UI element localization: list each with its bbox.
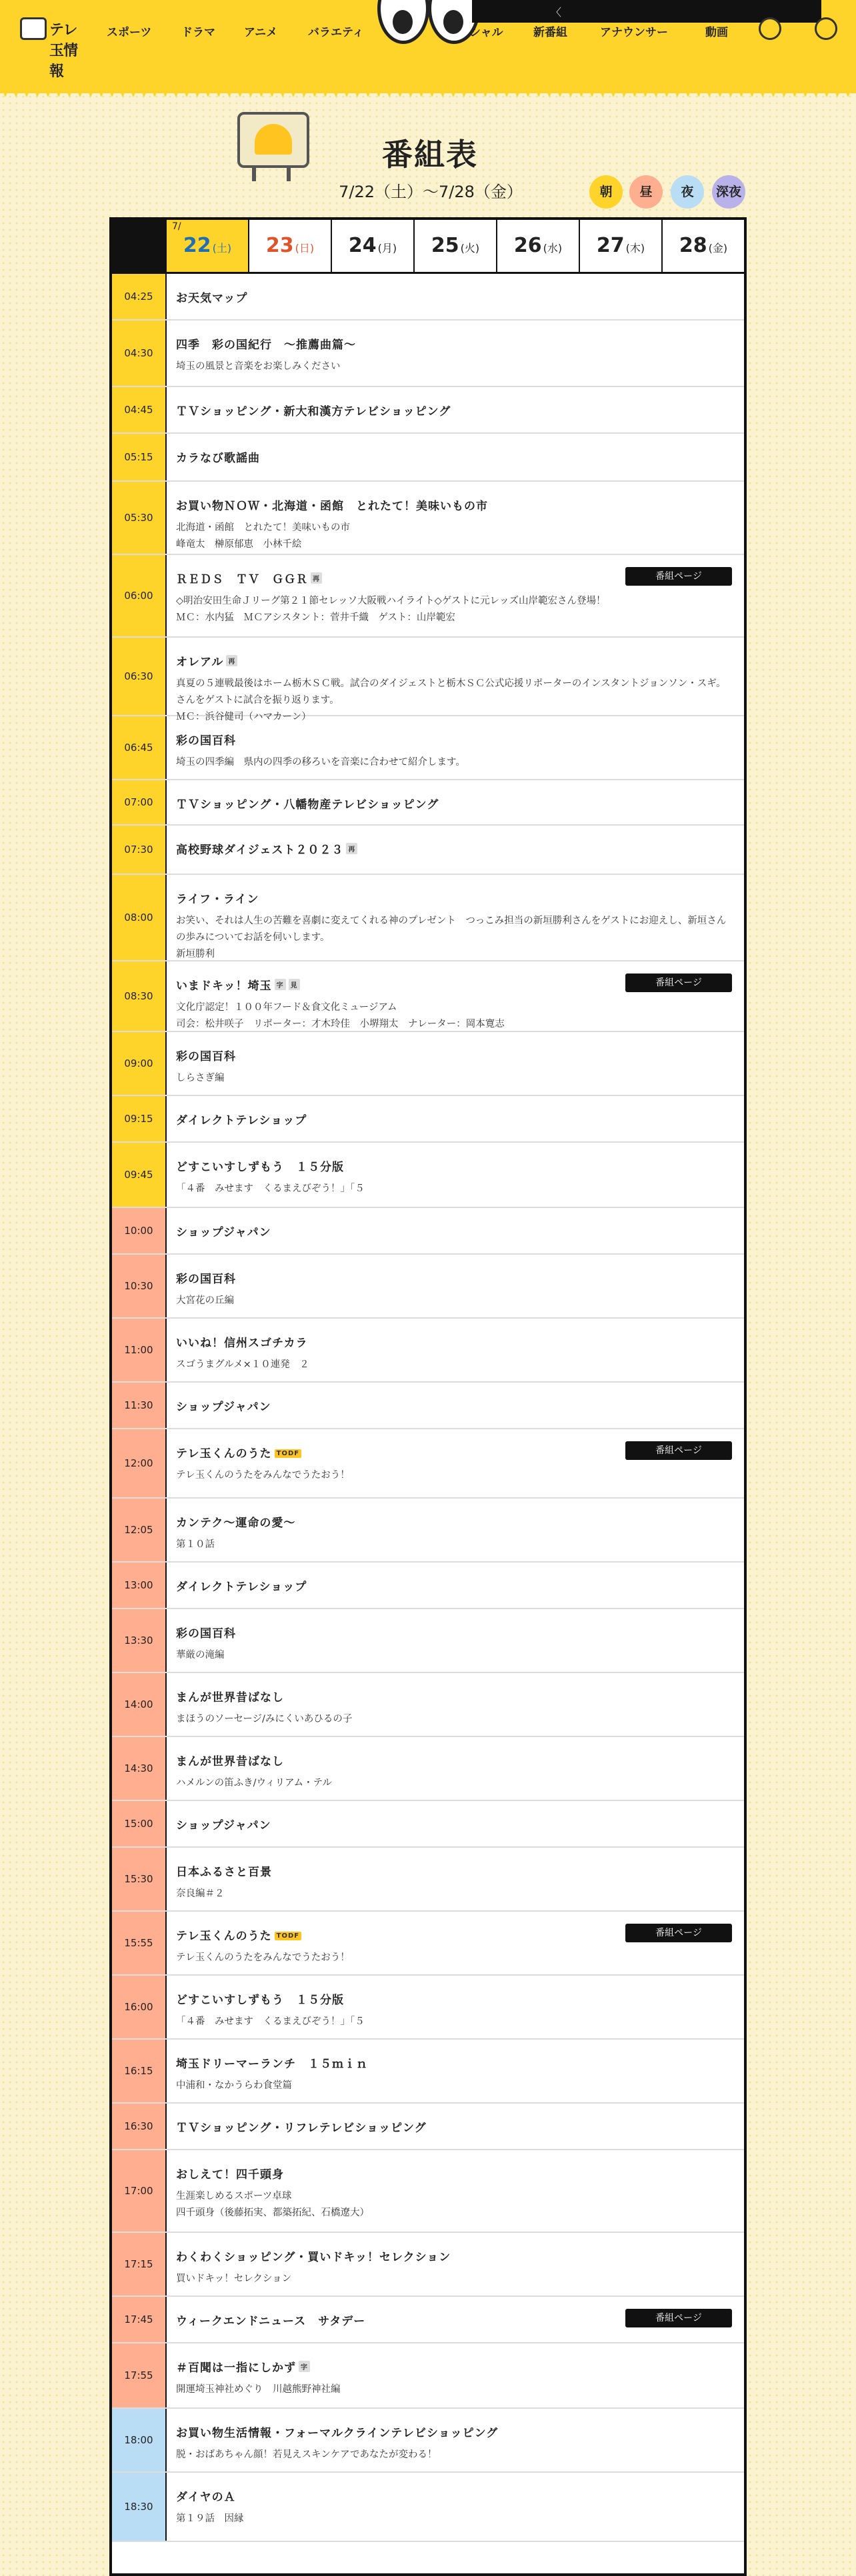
program-content — [176, 1269, 732, 1309]
program-description: 文化庁認定！１００年フード＆食文化ミュージアム 司会：松井咲子 リポーター：才木玲佳 小堺翔太 ナレーター：岡本寛志 — [176, 1002, 505, 1029]
header-zigzag — [0, 85, 856, 100]
nav-sports[interactable]: スポーツ — [107, 26, 152, 39]
program-title[interactable]: テレ玉くんのうた — [176, 1930, 272, 1943]
program-content — [176, 1047, 732, 1087]
program-description: 開運埼玉神社めぐり 川越熊野神社編 — [176, 2384, 341, 2395]
present-icon[interactable] — [815, 17, 837, 40]
program-time: 17:45 — [112, 2297, 167, 2342]
program-content — [176, 795, 732, 812]
day-weekday: (水) — [543, 242, 563, 255]
program-description: 第１９話 因縁 — [176, 2513, 244, 2524]
program-row[interactable] — [112, 321, 744, 387]
program-time: 06:30 — [112, 638, 167, 715]
program-content — [176, 2054, 732, 2094]
program-content — [176, 1157, 732, 1197]
program-row[interactable] — [112, 555, 744, 638]
logo-text: テレ玉情報 — [49, 22, 78, 80]
program-content — [176, 840, 732, 857]
day-tab-22[interactable] — [165, 220, 248, 272]
program-badge: 再 — [311, 572, 322, 584]
day-number: 28 — [679, 234, 707, 257]
program-time: 14:00 — [112, 1673, 167, 1736]
program-time: 06:00 — [112, 555, 167, 636]
program-content — [176, 1513, 732, 1553]
day-tab-23[interactable] — [248, 220, 331, 272]
nav-drama[interactable]: ドラマ — [181, 26, 215, 39]
program-row[interactable] — [112, 2409, 744, 2473]
program-content — [176, 2165, 732, 2222]
program-row[interactable] — [112, 716, 744, 780]
day-tab-24[interactable] — [331, 220, 413, 272]
tod-late-night-button[interactable]: 深夜 — [712, 175, 745, 209]
program-content — [176, 1752, 732, 1792]
program-title[interactable]: どすこいすしずもう １５分版 — [176, 1994, 344, 2007]
program-time: 07:00 — [112, 780, 167, 824]
program-description: スゴうまグルメ×１０連発 ２ — [176, 1359, 309, 1370]
program-description: 華厳の滝編 — [176, 1650, 225, 1660]
program-row[interactable] — [112, 1319, 744, 1383]
program-row[interactable] — [112, 1737, 744, 1801]
program-title[interactable]: ＴＶショッピング・リフレテレビショッピング — [176, 2122, 427, 2135]
program-time: 14:30 — [112, 1737, 167, 1800]
program-row[interactable] — [112, 2233, 744, 2297]
program-description: 脱・おばあちゃん顔！若見えスキンケアであなたが変わる！ — [176, 2449, 437, 2460]
day-corner — [112, 220, 165, 272]
program-title[interactable]: ＃百聞は一指にしかず — [176, 2361, 296, 2375]
program-title[interactable]: ウィークエンドニュース サタデー — [176, 2315, 366, 2328]
program-title[interactable]: ダイレクトテレショップ — [176, 1581, 307, 1594]
program-title[interactable]: おしえて！四千頭身 — [176, 2168, 284, 2182]
program-content — [176, 2248, 732, 2287]
program-title[interactable]: お天気マップ — [176, 292, 248, 305]
program-time: 05:30 — [112, 482, 167, 554]
program-time: 15:55 — [112, 1912, 167, 1974]
program-row[interactable] — [112, 1032, 744, 1096]
program-row[interactable] — [112, 1673, 744, 1737]
program-description: 埼玉の四季編 県内の四季の移ろいを音楽に合わせて紹介します。 — [176, 757, 465, 768]
day-selector — [112, 220, 744, 274]
program-description: ◇明治安田生命Ｊリーグ第２１節セレッソ大阪戦ハイライト◇ゲストに元レッズ山岸範宏さん登場！ ＭＣ：水内猛 ＭＣアシスタント：菅井千織 ゲスト：山岸範宏 — [176, 596, 606, 623]
program-content — [176, 1688, 732, 1728]
program-title[interactable]: まんが世界昔ばなし — [176, 1691, 284, 1704]
program-title[interactable]: オレアル — [176, 656, 224, 669]
program-row[interactable] — [112, 875, 744, 962]
day-tab-25[interactable] — [413, 220, 496, 272]
date-range: 7/22（土）〜7/28（金） — [339, 183, 523, 201]
program-row[interactable] — [112, 1912, 744, 1976]
program-title[interactable]: お買い物生活情報・フォーマルクラインテレビショッピング — [176, 2427, 499, 2440]
program-row[interactable] — [112, 1383, 744, 1429]
program-content — [176, 1624, 732, 1664]
program-row[interactable] — [112, 1801, 744, 1848]
program-description: 「４番 みせます くるまえびぞう！」「５ — [176, 2016, 365, 2027]
program-content — [176, 2423, 732, 2463]
program-row[interactable] — [112, 826, 744, 875]
program-description: 中浦和・なかうらわ食堂篇 — [176, 2080, 292, 2091]
tod-morning-button[interactable]: 朝 — [589, 175, 623, 209]
program-time: 08:00 — [112, 875, 167, 960]
program-content — [176, 335, 732, 375]
program-time: 05:15 — [112, 434, 167, 480]
program-row[interactable] — [112, 1096, 744, 1143]
tv-logo-icon — [20, 17, 47, 40]
program-row[interactable] — [112, 1848, 744, 1912]
site-header — [0, 0, 856, 93]
program-content — [176, 1990, 732, 2030]
schedule-tv-icon — [237, 112, 311, 179]
program-badge: 再 — [226, 655, 237, 666]
program-title[interactable]: ショップジャパン — [176, 1819, 271, 1832]
program-time: 18:00 — [112, 2409, 167, 2471]
nav-anime[interactable]: アニメ — [244, 26, 278, 39]
program-time: 13:00 — [112, 1563, 167, 1608]
program-time: 13:30 — [112, 1609, 167, 1672]
program-page-button[interactable]: 番組ページ — [625, 2309, 732, 2327]
mascot-eyes — [377, 0, 477, 47]
day-weekday: (土) — [212, 242, 232, 255]
program-time: 07:30 — [112, 826, 167, 874]
nav-video[interactable]: 動画 — [705, 26, 728, 39]
program-title[interactable]: ショップジャパン — [176, 1226, 271, 1239]
program-page-button[interactable]: 番組ページ — [625, 567, 732, 586]
program-description: しらさぎ編 — [176, 1073, 225, 1083]
day-weekday: (火) — [460, 242, 480, 255]
tv-round-icon[interactable] — [759, 17, 781, 40]
program-badge: 見 — [289, 979, 300, 990]
nav-special[interactable]: シャル — [469, 26, 503, 39]
program-description: 埼玉の風景と音楽をお楽しみください — [176, 361, 341, 372]
program-time: 15:00 — [112, 1801, 167, 1846]
program-time: 12:05 — [112, 1499, 167, 1561]
program-page-button[interactable]: 番組ページ — [625, 1441, 732, 1460]
program-description: 第１０話 — [176, 1539, 215, 1550]
program-content — [176, 1577, 732, 1594]
program-row[interactable] — [112, 962, 744, 1032]
program-content — [176, 1397, 732, 1414]
program-row[interactable] — [112, 2297, 744, 2343]
program-title[interactable]: カラなび歌謡曲 — [176, 452, 260, 465]
program-title[interactable]: ダイヤのＡ — [176, 2491, 236, 2504]
day-number: 27 — [596, 234, 625, 257]
program-title[interactable]: ショップジャパン — [176, 1401, 271, 1414]
program-row[interactable] — [112, 1563, 744, 1609]
program-time: 17:00 — [112, 2150, 167, 2232]
program-description: まほうのソーセージ/みにくいあひるの子 — [176, 1714, 353, 1724]
program-time: 08:30 — [112, 962, 167, 1031]
tod-day-button[interactable]: 昼 — [629, 175, 663, 209]
program-description: 生涯楽しめるスポーツ卓球 四千頭身（後藤拓実、都築拓紀、石橋遼大） — [176, 2191, 369, 2218]
program-time: 17:15 — [112, 2233, 167, 2295]
program-time: 15:30 — [112, 1848, 167, 1910]
tod-night-button[interactable]: 夜 — [671, 175, 704, 209]
program-time: 09:15 — [112, 1096, 167, 1141]
program-badge: TODF — [275, 1449, 301, 1458]
program-content — [176, 1862, 732, 1902]
day-tab-28[interactable] — [661, 220, 744, 272]
program-badge: 字 — [299, 2361, 310, 2372]
program-title[interactable]: ＴＶショッピング・新大和漢方テレビショッピング — [176, 405, 451, 418]
day-weekday: (金) — [708, 242, 728, 255]
program-row[interactable] — [112, 780, 744, 826]
program-time: 18:30 — [112, 2473, 167, 2541]
program-title[interactable]: ＲＥＤＳ ＴＶ ＧＧＲ — [176, 573, 308, 586]
program-time: 16:00 — [112, 1976, 167, 2038]
program-description: テレ玉くんのうたをみんなでうたおう！ — [176, 1952, 350, 1963]
program-row[interactable] — [112, 1976, 744, 2040]
nav-announcer[interactable]: アナウンサー — [600, 26, 668, 39]
program-row[interactable] — [112, 2040, 744, 2104]
program-row[interactable] — [112, 2473, 744, 2542]
program-content — [176, 496, 732, 553]
program-content — [176, 2118, 732, 2135]
program-row[interactable] — [112, 2104, 744, 2150]
program-title[interactable]: 高校野球ダイジェスト２０２３ — [176, 844, 344, 857]
program-description: ハメルンの笛ふき/ウィリアム・テル — [176, 1778, 332, 1788]
day-number: 23 — [265, 234, 294, 257]
page-title: 番組表 — [382, 137, 478, 173]
schedule-grid — [109, 217, 747, 2576]
program-badge: TODF — [275, 1932, 301, 1940]
program-description: 北海道・函館 とれたて！美味いもの市 峰竜太 榊原郁恵 小林千絵 — [176, 522, 350, 550]
program-time: 17:55 — [112, 2343, 167, 2407]
day-number: 26 — [513, 234, 542, 257]
program-row[interactable] — [112, 2343, 744, 2409]
program-description: 真夏の５連戦最後はホーム栃木ＳＣ戦。試合のダイジェストと栃木ＳＣ公式応援リポーターのインスタントジョンソン・スギ。さんをゲストに試合を振り返ります。 ＭＣ：浜谷健司（ハマカーン） — [176, 678, 726, 722]
day-number: 22 — [183, 234, 211, 257]
site-logo[interactable] — [15, 12, 88, 80]
program-description: 奈良編＃２ — [176, 1888, 225, 1899]
program-content — [176, 1111, 732, 1127]
day-number: 24 — [348, 234, 377, 257]
program-description: 大宮花の丘編 — [176, 1295, 234, 1306]
program-time: 06:45 — [112, 716, 167, 779]
program-time: 11:00 — [112, 1319, 167, 1381]
program-time: 11:30 — [112, 1383, 167, 1428]
program-description: 買いドキッ！セレクション — [176, 2273, 292, 2284]
program-row[interactable] — [112, 1255, 744, 1319]
program-content — [176, 1333, 732, 1373]
program-title[interactable]: テレ玉くんのうた — [176, 1447, 272, 1461]
program-title[interactable]: 四季 彩の国紀行 〜推薦曲篇〜 — [176, 338, 356, 352]
program-row[interactable] — [112, 1208, 744, 1255]
program-row[interactable] — [112, 1499, 744, 1563]
program-time: 10:30 — [112, 1255, 167, 1317]
program-title[interactable]: 彩の国百科 — [176, 1627, 236, 1640]
program-content — [176, 731, 732, 771]
nav-variety[interactable]: バラエティ — [308, 26, 364, 39]
program-title[interactable]: カンテク〜運命の愛〜 — [176, 1517, 296, 1530]
program-page-button[interactable]: 番組ページ — [625, 1924, 732, 1942]
program-content — [176, 890, 732, 963]
program-title[interactable]: いいね！信州スゴチカラ — [176, 1337, 308, 1350]
day-weekday: (月) — [377, 242, 397, 255]
program-row[interactable] — [112, 274, 744, 321]
nav-new-programs[interactable]: 新番組 — [533, 26, 567, 39]
program-badge: 字 — [275, 979, 286, 990]
program-content — [176, 289, 732, 305]
program-time: 09:00 — [112, 1032, 167, 1095]
program-row[interactable] — [112, 434, 744, 482]
program-row[interactable] — [112, 1609, 744, 1673]
program-row[interactable] — [112, 482, 744, 555]
day-tab-26[interactable] — [496, 220, 579, 272]
day-month: 7/ — [172, 221, 181, 232]
day-tab-27[interactable] — [579, 220, 661, 272]
program-time: 16:15 — [112, 2040, 167, 2102]
program-title[interactable]: ＴＶショッピング・八幡物産テレビショッピング — [176, 798, 439, 812]
program-time: 04:25 — [112, 274, 167, 319]
day-number: 25 — [431, 234, 459, 257]
day-weekday: (木) — [625, 242, 645, 255]
program-title[interactable]: どすこいすしずもう １５分版 — [176, 1161, 344, 1174]
program-time: 04:45 — [112, 387, 167, 432]
program-time: 12:00 — [112, 1429, 167, 1497]
program-description: テレ玉くんのうたをみんなでうたおう！ — [176, 1470, 350, 1481]
program-content — [176, 652, 732, 726]
program-title[interactable]: いまドキッ！埼玉 — [176, 979, 272, 993]
program-time: 09:45 — [112, 1143, 167, 1207]
program-row[interactable] — [112, 1143, 744, 1208]
program-title[interactable]: まんが世界昔ばなし — [176, 1755, 284, 1768]
program-content — [176, 1816, 732, 1832]
program-description: 「４番 みせます くるまえびぞう！」「５ — [176, 1183, 365, 1194]
program-title[interactable]: 彩の国百科 — [176, 1273, 236, 1286]
program-time: 04:30 — [112, 321, 167, 386]
program-content — [176, 1223, 732, 1239]
program-content — [176, 402, 732, 418]
program-description: お笑い、それは人生の苦難を喜劇に変えてくれる神のプレゼント つっこみ担当の新垣勝利さんをゲストにお迎えし、新垣さんの歩みについてお話を伺いします。 新垣勝利 — [176, 916, 727, 960]
program-content — [176, 448, 732, 465]
program-badge: 再 — [346, 843, 357, 854]
program-row[interactable] — [112, 387, 744, 434]
program-time: 10:00 — [112, 1208, 167, 1253]
program-row[interactable] — [112, 1429, 744, 1499]
program-time: 16:30 — [112, 2104, 167, 2149]
program-title[interactable]: 彩の国百科 — [176, 1050, 236, 1063]
day-weekday: (日) — [295, 242, 315, 255]
program-content — [176, 2358, 732, 2398]
program-row[interactable] — [112, 638, 744, 722]
program-title[interactable]: 彩の国百科 — [176, 734, 236, 748]
program-title[interactable]: ライフ・ライン — [176, 893, 259, 906]
ticker-prev-arrow[interactable]: 〈 — [551, 6, 562, 19]
program-page-button[interactable]: 番組ページ — [625, 973, 732, 992]
program-title[interactable]: わくわくショッピング・買いドキッ！セレクション — [176, 2251, 451, 2264]
program-title[interactable]: 埼玉ドリーマーランチ １５ｍｉｎ — [176, 2058, 368, 2071]
program-title[interactable]: 日本ふるさと百景 — [176, 1866, 272, 1879]
program-row[interactable] — [112, 2150, 744, 2233]
program-title[interactable]: ダイレクトテレショップ — [176, 1114, 307, 1127]
program-title[interactable]: お買い物ＮＯＷ・北海道・函館 とれたて！美味いもの市 — [176, 500, 488, 513]
program-content — [176, 2487, 732, 2527]
